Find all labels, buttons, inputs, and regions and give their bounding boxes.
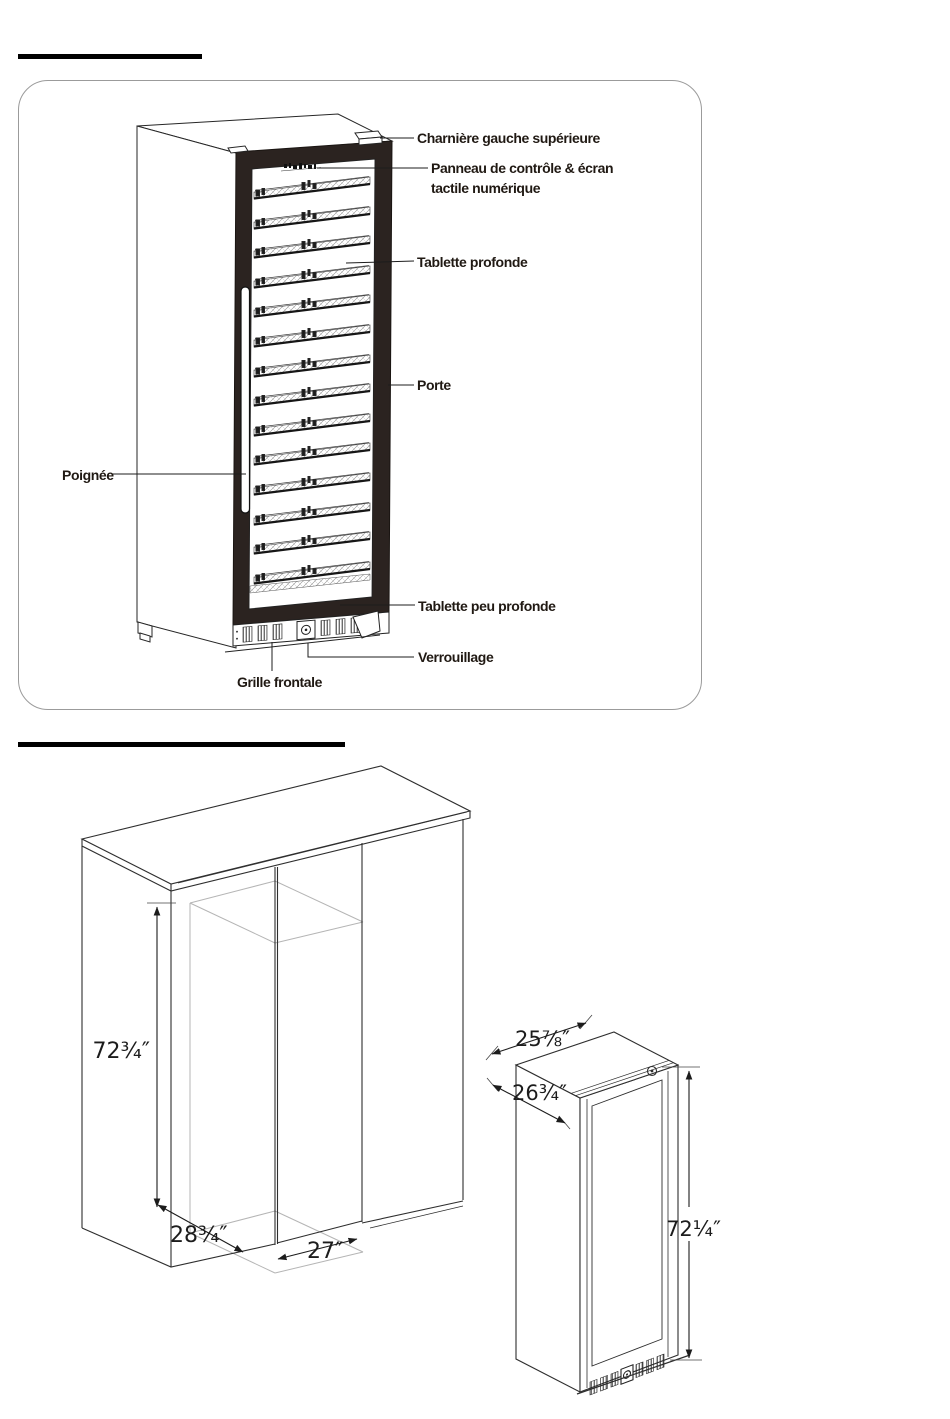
dim-unit-top-depth: 25⅞″	[515, 1027, 570, 1051]
counter-top	[82, 766, 470, 884]
label-deep-shelf: Tablette profonde	[417, 254, 528, 270]
label-door: Porte	[417, 377, 451, 393]
unit-door-face	[580, 1065, 678, 1392]
figure1-rounded-frame	[18, 80, 702, 710]
niche-hidden-lines	[190, 881, 363, 1273]
label-control-panel-2: tactile numérique	[431, 180, 541, 196]
figure2-diagram	[0, 755, 950, 1419]
wine-cooler-drawing	[137, 114, 392, 652]
handle-bar	[241, 287, 250, 513]
label-shallow-shelf: Tablette peu profonde	[418, 598, 556, 614]
dim-niche-width: 27″	[307, 1239, 344, 1264]
niche-dimensions	[92, 903, 357, 1264]
cabinet-left-panel	[137, 126, 236, 648]
label-handle: Poignée	[62, 467, 114, 483]
top-right-hinge-side	[359, 137, 382, 145]
label-control-panel-1: Panneau de contrôle & écran	[431, 160, 614, 176]
section2-heading-rule	[18, 742, 345, 747]
label-top-hinge: Charnière gauche supérieure	[417, 130, 600, 146]
dim-unit-front-width: 26¾″	[512, 1081, 567, 1105]
label-lock: Verrouillage	[418, 649, 494, 665]
section1-heading-rule	[18, 54, 202, 59]
niche-cabinet-drawing	[82, 766, 470, 1273]
dim-niche-depth: 28¾″	[170, 1223, 228, 1248]
figure1-diagram	[18, 80, 702, 710]
dim-niche-height: 72¾″	[92, 1039, 150, 1064]
dim-unit-height: 72¼″	[666, 1217, 721, 1241]
label-front-grille: Grille frontale	[237, 674, 323, 690]
